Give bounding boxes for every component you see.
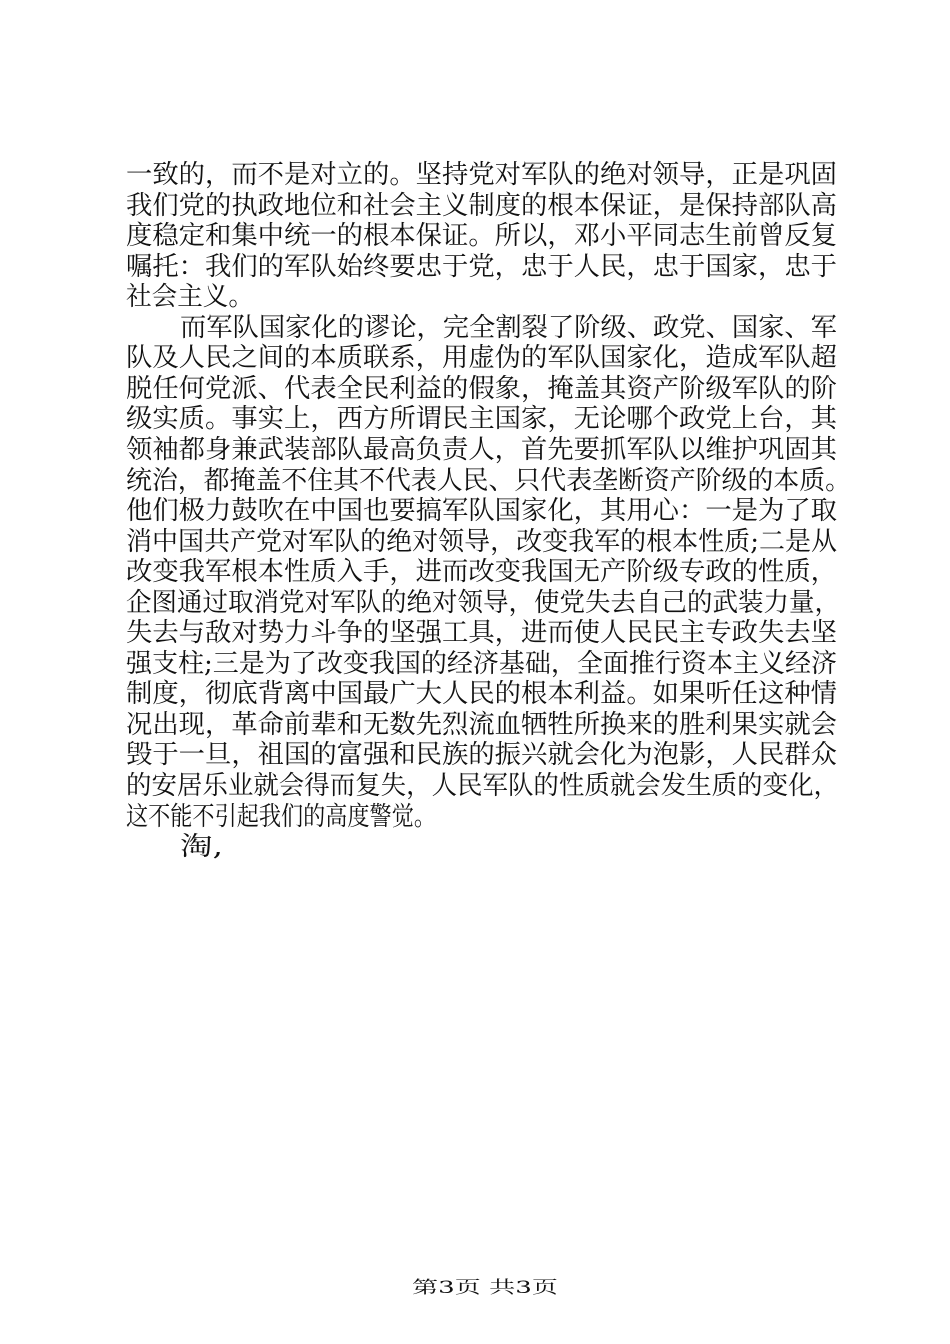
text-line: 他们极力鼓吹在中国也要搞军队国家化，其用心：一是为了取 bbox=[126, 496, 838, 527]
text-line: 消中国共产党对军队的绝对领导，改变我军的根本性质;二是从 bbox=[126, 526, 837, 557]
text-line: 一致的，而不是对立的。坚持党对军队的绝对领导，正是巩固 bbox=[126, 160, 838, 190]
text-line: 制度，彻底背离中国最广大人民的根本利益。如果听任这种情 bbox=[126, 679, 838, 710]
text-line: 脱任何党派、代表全民利益的假象，掩盖其资产阶级军队的阶 bbox=[126, 373, 838, 404]
text-line: 失去与敌对势力斗争的坚强工具，进而使人民民主专政失去坚 bbox=[126, 618, 838, 649]
text-line: 的安居乐业就会得而复失，人民军队的性质就会发生质的变化， bbox=[126, 771, 840, 801]
text-line: 我们党的执政地位和社会主义制度的根本保证，是保持部队高 bbox=[126, 190, 838, 221]
text-line: 而军队国家化的谬论，完全割裂了阶级、政党、国家、军 bbox=[180, 312, 837, 343]
text-line: 淘, bbox=[180, 832, 223, 863]
text-line: 级实质。事实上，西方所谓民主国家，无论哪个政党上台，其 bbox=[126, 404, 838, 435]
page-number-label: 第3页 共3页 bbox=[412, 1278, 559, 1298]
text-line: 改变我军根本性质入手，进而改变我国无产阶级专政的性质， bbox=[126, 557, 838, 588]
text-line: 统治，都掩盖不住其不代表人民、只代表垄断资产阶级的本质。 bbox=[126, 465, 852, 496]
text-line: 强支柱;三是为了改变我国的经济基础，全面推行资本主义经济 bbox=[126, 648, 837, 679]
text-line: 这不能不引起我们的高度警觉。 bbox=[126, 801, 436, 832]
text-line: 领袖都身兼武装部队最高负责人，首先要抓军队以维护巩固其 bbox=[126, 434, 838, 465]
text-line: 毁于一旦，祖国的富强和民族的振兴就会化为泡影，人民群众 bbox=[126, 740, 838, 771]
text-line: 社会主义。 bbox=[126, 282, 255, 313]
text-line: 况出现，革命前辈和无数先烈流血牺牲所换来的胜利果实就会 bbox=[126, 709, 838, 740]
page-footer bbox=[0, 1276, 950, 1300]
text-line: 队及人民之间的本质联系，用虚伪的军队国家化，造成军队超 bbox=[126, 343, 838, 374]
text-line: 度稳定和集中统一的根本保证。所以，邓小平同志生前曾反复 bbox=[126, 221, 838, 252]
text-line: 企图通过取消党对军队的绝对领导，使党失去自己的武装力量， bbox=[126, 587, 840, 618]
text-line: 嘱托：我们的军队始终要忠于党，忠于人民，忠于国家，忠于 bbox=[126, 251, 838, 282]
